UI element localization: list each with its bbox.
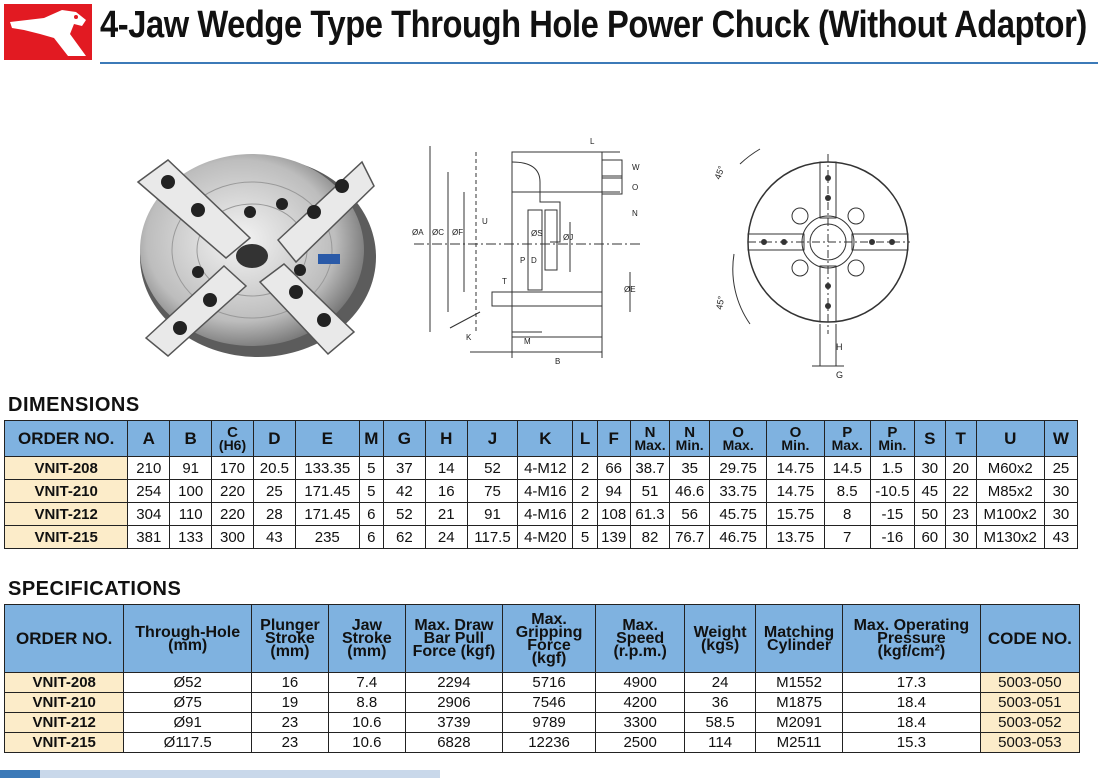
specifications-table bbox=[4, 604, 1080, 753]
spec-value-cell: 7546 bbox=[502, 693, 595, 713]
drawing-label-w: W bbox=[632, 163, 640, 172]
drawing-label-t: T bbox=[502, 277, 507, 286]
dim-value-cell: 25 bbox=[1044, 457, 1077, 480]
dim-value-cell: 16 bbox=[425, 480, 467, 503]
spec-header-line: Bar Pull bbox=[423, 630, 485, 647]
dim-header-main: E bbox=[321, 429, 333, 448]
dim-value-cell: 38.7 bbox=[630, 457, 670, 480]
spec-value-cell: 24 bbox=[685, 673, 756, 693]
code-no-cell: 5003-050 bbox=[980, 673, 1079, 693]
dim-header-cell bbox=[5, 421, 128, 457]
dim-header-cell bbox=[359, 421, 383, 457]
order-no-cell: VNIT-212 bbox=[5, 503, 128, 526]
dim-header-main: A bbox=[142, 429, 155, 448]
spec-header-cell bbox=[502, 605, 595, 673]
chuck-front-drawing-icon bbox=[700, 134, 950, 379]
drawing-label-c: ØC bbox=[432, 228, 444, 237]
dim-header-sub: Max. bbox=[634, 436, 666, 453]
table-row bbox=[5, 693, 1080, 713]
spec-value-cell: 12236 bbox=[502, 733, 595, 753]
spec-header-line: Max. bbox=[531, 610, 567, 628]
dim-header-cell bbox=[170, 421, 212, 457]
table-row bbox=[5, 733, 1080, 753]
drawing-label-a: ØA bbox=[412, 228, 424, 237]
dim-header-main: B bbox=[184, 429, 197, 448]
dim-value-cell: 13.75 bbox=[767, 526, 824, 549]
dim-value-cell: 254 bbox=[128, 480, 170, 503]
dim-header-cell bbox=[425, 421, 467, 457]
dim-header-cell bbox=[914, 421, 945, 457]
code-no-cell: 5003-051 bbox=[980, 693, 1079, 713]
chuck-section-drawing-icon bbox=[410, 132, 660, 377]
spec-header-cell bbox=[251, 605, 328, 673]
chuck-photo-icon bbox=[128, 142, 378, 362]
drawing-label-g: G bbox=[836, 370, 844, 379]
dim-value-cell: M60x2 bbox=[976, 457, 1044, 480]
spec-value-cell: 23 bbox=[251, 713, 328, 733]
spec-header-cell bbox=[596, 605, 685, 673]
spec-header-line: Max. Draw bbox=[414, 617, 494, 634]
dim-value-cell: 66 bbox=[597, 457, 630, 480]
dim-header-main: M bbox=[364, 429, 379, 448]
spec-value-cell: 3300 bbox=[596, 713, 685, 733]
spec-value-cell: 7.4 bbox=[328, 673, 405, 693]
dim-value-cell: 56 bbox=[670, 503, 710, 526]
spec-value-cell: 5716 bbox=[502, 673, 595, 693]
dim-value-cell: 1.5 bbox=[870, 457, 914, 480]
order-no-cell: VNIT-212 bbox=[5, 713, 124, 733]
dim-header-sub: (H6) bbox=[218, 436, 247, 453]
dim-value-cell: 30 bbox=[945, 526, 976, 549]
table-row bbox=[5, 457, 1078, 480]
dim-header-sub: Min. bbox=[675, 436, 704, 453]
dim-value-cell: 133 bbox=[170, 526, 212, 549]
spec-header-line: Weight bbox=[693, 623, 747, 641]
spec-header-line: Jaw bbox=[351, 617, 382, 634]
dim-header-main: S bbox=[924, 429, 936, 448]
dim-header-sub: Min. bbox=[878, 436, 907, 453]
spec-value-cell: M1552 bbox=[756, 673, 843, 693]
dim-value-cell: 235 bbox=[295, 526, 359, 549]
dim-value-cell: M100x2 bbox=[976, 503, 1044, 526]
dim-value-cell: 51 bbox=[630, 480, 670, 503]
dimensions-title: DIMENSIONS bbox=[8, 394, 140, 416]
spec-value-cell: 10.6 bbox=[328, 733, 405, 753]
table-row bbox=[5, 503, 1078, 526]
dim-value-cell: 139 bbox=[597, 526, 630, 549]
specifications-header-row bbox=[5, 605, 1080, 673]
dim-header-main: D bbox=[268, 429, 281, 448]
dim-value-cell: 133.35 bbox=[295, 457, 359, 480]
spec-header-line: (mm) bbox=[270, 643, 310, 660]
spec-value-cell: M2511 bbox=[756, 733, 843, 753]
dim-value-cell: 24 bbox=[425, 526, 467, 549]
spec-header-line: ORDER NO. bbox=[16, 629, 113, 648]
dim-header-main: H bbox=[440, 429, 453, 448]
dim-value-cell: 4-M16 bbox=[518, 480, 573, 503]
dim-header-main: K bbox=[539, 429, 552, 448]
spec-value-cell: Ø75 bbox=[124, 693, 252, 713]
dim-value-cell: 220 bbox=[212, 503, 254, 526]
drawing-label-o: O bbox=[632, 183, 639, 192]
spec-value-cell: 9789 bbox=[502, 713, 595, 733]
table-row bbox=[5, 480, 1078, 503]
spec-value-cell: 15.3 bbox=[843, 733, 981, 753]
table-row bbox=[5, 673, 1080, 693]
dim-value-cell: 2 bbox=[573, 457, 597, 480]
dim-header-cell bbox=[630, 421, 670, 457]
dim-header-cell bbox=[670, 421, 710, 457]
dim-value-cell: 14.5 bbox=[824, 457, 870, 480]
spec-value-cell: 6828 bbox=[405, 733, 502, 753]
dim-value-cell: 91 bbox=[170, 457, 212, 480]
spec-header-line: Plunger bbox=[260, 617, 320, 634]
spec-header-cell bbox=[328, 605, 405, 673]
spec-header-cell bbox=[124, 605, 252, 673]
dim-value-cell: -16 bbox=[870, 526, 914, 549]
dim-value-cell: 8 bbox=[824, 503, 870, 526]
dim-value-cell: 43 bbox=[253, 526, 295, 549]
dim-value-cell: 6 bbox=[359, 503, 383, 526]
dim-header-cell bbox=[976, 421, 1044, 457]
spec-value-cell: 18.4 bbox=[843, 713, 981, 733]
spec-value-cell: 2906 bbox=[405, 693, 502, 713]
spec-value-cell: 16 bbox=[251, 673, 328, 693]
product-figures bbox=[0, 112, 1102, 392]
dim-value-cell: 22 bbox=[945, 480, 976, 503]
dim-header-cell bbox=[128, 421, 170, 457]
spec-header-line: Max. bbox=[622, 617, 658, 634]
dim-value-cell: 14.75 bbox=[767, 457, 824, 480]
table-row bbox=[5, 713, 1080, 733]
order-no-cell: VNIT-215 bbox=[5, 526, 128, 549]
dim-value-cell: 171.45 bbox=[295, 480, 359, 503]
dim-value-cell: 28 bbox=[253, 503, 295, 526]
dim-header-cell bbox=[383, 421, 425, 457]
drawing-label-k: K bbox=[466, 333, 472, 342]
spec-value-cell: Ø52 bbox=[124, 673, 252, 693]
page-header bbox=[0, 0, 1102, 70]
dim-value-cell: 110 bbox=[170, 503, 212, 526]
dim-header-main: C bbox=[227, 423, 238, 441]
dim-value-cell: 2 bbox=[573, 480, 597, 503]
spec-value-cell: 10.6 bbox=[328, 713, 405, 733]
spec-value-cell: 23 bbox=[251, 733, 328, 753]
dim-value-cell: 46.6 bbox=[670, 480, 710, 503]
spec-value-cell: M1875 bbox=[756, 693, 843, 713]
drawing-label-n: N bbox=[632, 209, 638, 218]
dim-header-main: O bbox=[732, 423, 744, 441]
dim-value-cell: 170 bbox=[212, 457, 254, 480]
spec-value-cell: 2294 bbox=[405, 673, 502, 693]
dim-header-main: O bbox=[789, 423, 802, 441]
dim-header-sub: Max. bbox=[722, 436, 754, 453]
dim-value-cell: 117.5 bbox=[467, 526, 518, 549]
dim-value-cell: M85x2 bbox=[976, 480, 1044, 503]
dim-header-cell bbox=[1044, 421, 1077, 457]
spec-header-cell bbox=[843, 605, 981, 673]
dim-header-cell bbox=[710, 421, 767, 457]
dim-value-cell: 61.3 bbox=[630, 503, 670, 526]
dim-header-main: G bbox=[397, 429, 411, 448]
spec-header-line: Stroke bbox=[265, 630, 315, 647]
dim-header-cell bbox=[518, 421, 573, 457]
order-no-cell: VNIT-208 bbox=[5, 673, 124, 693]
dim-value-cell: 30 bbox=[914, 457, 945, 480]
spec-header-line: Cylinder bbox=[767, 636, 832, 654]
title-underline bbox=[100, 62, 1098, 64]
spec-value-cell: 3739 bbox=[405, 713, 502, 733]
dim-value-cell: 4-M12 bbox=[518, 457, 573, 480]
dim-value-cell: 5 bbox=[359, 457, 383, 480]
spec-header-line: (r.p.m.) bbox=[613, 643, 667, 660]
spec-header-cell bbox=[5, 605, 124, 673]
spec-header-line: (kgf) bbox=[531, 649, 567, 667]
dim-value-cell: 52 bbox=[467, 457, 518, 480]
dim-value-cell: 45 bbox=[914, 480, 945, 503]
dim-value-cell: 2 bbox=[573, 503, 597, 526]
dim-value-cell: 94 bbox=[597, 480, 630, 503]
specifications-title: SPECIFICATIONS bbox=[8, 578, 182, 600]
dim-value-cell: 304 bbox=[128, 503, 170, 526]
dim-value-cell: 220 bbox=[212, 480, 254, 503]
dim-header-main: J bbox=[487, 429, 498, 448]
spec-header-line: Matching bbox=[763, 623, 835, 641]
dim-header-main: P bbox=[842, 423, 853, 441]
dim-value-cell: 20.5 bbox=[253, 457, 295, 480]
dim-value-cell: 45.75 bbox=[710, 503, 767, 526]
dimensions-header-row bbox=[5, 421, 1078, 457]
drawing-label-d: D bbox=[531, 256, 537, 265]
dim-header-main: U bbox=[1004, 429, 1017, 448]
dim-header-cell bbox=[573, 421, 597, 457]
dim-value-cell: 171.45 bbox=[295, 503, 359, 526]
spec-header-cell bbox=[685, 605, 756, 673]
spec-header-line: Pressure bbox=[877, 630, 946, 647]
drawing-label-j: ØJ bbox=[563, 233, 574, 242]
spec-value-cell: 8.8 bbox=[328, 693, 405, 713]
drawing-label-h: H bbox=[836, 342, 843, 352]
spec-header-line: (kgf/cm²) bbox=[877, 643, 946, 660]
dim-value-cell: 23 bbox=[945, 503, 976, 526]
dim-header-cell bbox=[824, 421, 870, 457]
eagle-logo-icon bbox=[4, 4, 92, 60]
dim-value-cell: 300 bbox=[212, 526, 254, 549]
spec-header-line: Max. Operating bbox=[853, 617, 970, 634]
order-no-cell: VNIT-210 bbox=[5, 480, 128, 503]
spec-value-cell: Ø117.5 bbox=[124, 733, 252, 753]
dim-header-main: W bbox=[1052, 429, 1069, 448]
dim-header-main: T bbox=[955, 429, 966, 448]
dimensions-table bbox=[4, 420, 1078, 549]
dim-value-cell: 43 bbox=[1044, 526, 1077, 549]
drawing-label-p: P bbox=[520, 256, 526, 265]
spec-header-line: CODE NO. bbox=[987, 629, 1072, 648]
order-no-cell: VNIT-215 bbox=[5, 733, 124, 753]
dim-value-cell: -10.5 bbox=[870, 480, 914, 503]
dim-value-cell: 21 bbox=[425, 503, 467, 526]
order-no-cell: VNIT-208 bbox=[5, 457, 128, 480]
dim-value-cell: 60 bbox=[914, 526, 945, 549]
dim-header-sub: Min. bbox=[781, 436, 810, 453]
spec-value-cell: 2500 bbox=[596, 733, 685, 753]
dim-header-cell bbox=[945, 421, 976, 457]
code-no-cell: 5003-052 bbox=[980, 713, 1079, 733]
spec-value-cell: 17.3 bbox=[843, 673, 981, 693]
dim-value-cell: 381 bbox=[128, 526, 170, 549]
drawing-label-angle-bottom: 45° bbox=[714, 295, 727, 311]
dim-value-cell: 35 bbox=[670, 457, 710, 480]
dim-value-cell: 33.75 bbox=[710, 480, 767, 503]
dim-header-cell bbox=[767, 421, 824, 457]
dim-header-main: N bbox=[644, 423, 656, 441]
spec-header-line: (mm) bbox=[347, 643, 387, 660]
dim-value-cell: 4-M20 bbox=[518, 526, 573, 549]
dim-value-cell: 6 bbox=[359, 526, 383, 549]
spec-value-cell: 36 bbox=[685, 693, 756, 713]
spec-value-cell: M2091 bbox=[756, 713, 843, 733]
drawing-label-e: ØE bbox=[624, 285, 636, 294]
dim-header-main: ORDER NO. bbox=[18, 429, 115, 448]
dim-value-cell: 20 bbox=[945, 457, 976, 480]
spec-header-cell bbox=[756, 605, 843, 673]
dim-value-cell: 210 bbox=[128, 457, 170, 480]
dim-value-cell: 8.5 bbox=[824, 480, 870, 503]
dim-header-cell bbox=[870, 421, 914, 457]
dim-header-main: N bbox=[684, 423, 696, 441]
spec-header-line: Through-Hole bbox=[135, 623, 241, 641]
dim-value-cell: 30 bbox=[1044, 503, 1077, 526]
dim-value-cell: 25 bbox=[253, 480, 295, 503]
page-title: 4-Jaw Wedge Type Through Hole Power Chuck (Without Adaptor) bbox=[100, 4, 1087, 46]
code-no-cell: 5003-053 bbox=[980, 733, 1079, 753]
drawing-label-angle-top: 45° bbox=[712, 164, 727, 181]
spec-header-line: (kgs) bbox=[700, 636, 740, 654]
dim-value-cell: 14.75 bbox=[767, 480, 824, 503]
dim-value-cell: 7 bbox=[824, 526, 870, 549]
dim-value-cell: M130x2 bbox=[976, 526, 1044, 549]
spec-value-cell: Ø91 bbox=[124, 713, 252, 733]
dim-header-cell bbox=[212, 421, 254, 457]
dim-value-cell: 62 bbox=[383, 526, 425, 549]
spec-header-line: (mm) bbox=[168, 636, 208, 654]
dim-header-main: P bbox=[887, 423, 898, 441]
dim-header-cell bbox=[295, 421, 359, 457]
order-no-cell: VNIT-210 bbox=[5, 693, 124, 713]
drawing-label-m: M bbox=[524, 337, 531, 346]
dim-value-cell: 5 bbox=[359, 480, 383, 503]
spec-header-line: Gripping bbox=[515, 623, 583, 641]
dim-header-cell bbox=[467, 421, 518, 457]
dim-value-cell: 14 bbox=[425, 457, 467, 480]
drawing-label-s: ØS bbox=[531, 229, 543, 238]
dim-value-cell: 37 bbox=[383, 457, 425, 480]
dim-value-cell: 52 bbox=[383, 503, 425, 526]
spec-value-cell: 114 bbox=[685, 733, 756, 753]
dim-value-cell: 91 bbox=[467, 503, 518, 526]
dim-header-sub: Max. bbox=[831, 436, 863, 453]
spec-header-line: Stroke bbox=[341, 630, 392, 647]
dim-value-cell: 46.75 bbox=[710, 526, 767, 549]
spec-header-cell bbox=[980, 605, 1079, 673]
spec-value-cell: 19 bbox=[251, 693, 328, 713]
dim-value-cell: 4-M16 bbox=[518, 503, 573, 526]
dim-value-cell: 15.75 bbox=[767, 503, 824, 526]
spec-header-line: Force (kgf) bbox=[412, 643, 496, 660]
dim-value-cell: 29.75 bbox=[710, 457, 767, 480]
dim-header-main: F bbox=[608, 429, 619, 448]
dim-value-cell: 50 bbox=[914, 503, 945, 526]
dim-value-cell: -15 bbox=[870, 503, 914, 526]
footer-tab bbox=[0, 770, 40, 778]
spec-header-line: Force bbox=[527, 636, 571, 654]
spec-value-cell: 18.4 bbox=[843, 693, 981, 713]
footer-bar bbox=[0, 770, 440, 778]
drawing-label-b: B bbox=[555, 357, 561, 366]
spec-header-line: Speed bbox=[616, 630, 665, 647]
table-row bbox=[5, 526, 1078, 549]
dim-header-main: L bbox=[579, 429, 591, 448]
dim-value-cell: 30 bbox=[1044, 480, 1077, 503]
dim-value-cell: 108 bbox=[597, 503, 630, 526]
dim-value-cell: 5 bbox=[573, 526, 597, 549]
dim-value-cell: 42 bbox=[383, 480, 425, 503]
dim-value-cell: 76.7 bbox=[670, 526, 710, 549]
dim-header-cell bbox=[253, 421, 295, 457]
spec-value-cell: 4900 bbox=[596, 673, 685, 693]
drawing-label-u: U bbox=[482, 217, 488, 226]
spec-value-cell: 4200 bbox=[596, 693, 685, 713]
spec-value-cell: 58.5 bbox=[685, 713, 756, 733]
drawing-label-l: L bbox=[590, 137, 595, 146]
dim-value-cell: 82 bbox=[630, 526, 670, 549]
dim-value-cell: 75 bbox=[467, 480, 518, 503]
spec-header-cell bbox=[405, 605, 502, 673]
dim-value-cell: 100 bbox=[170, 480, 212, 503]
dim-header-cell bbox=[597, 421, 630, 457]
drawing-label-f: ØF bbox=[452, 228, 464, 237]
